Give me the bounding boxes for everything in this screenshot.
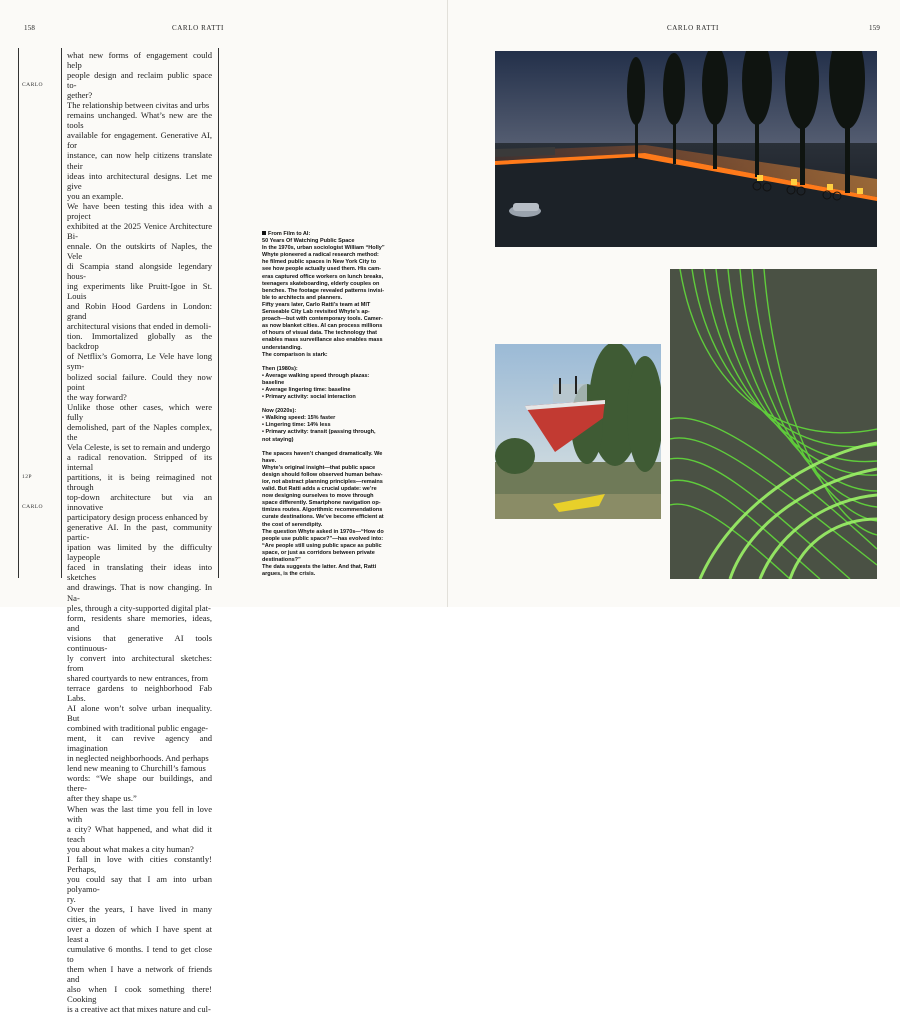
sidebar-line: The comparison is stark:: [262, 351, 328, 358]
body-line: generative AI. In the past, community partic-: [67, 522, 212, 543]
sidebar-line: Fifty years later, Carlo Ratti’s team at MIT: [262, 301, 371, 308]
body-line: in neglected neighborhoods. And perhaps: [67, 753, 209, 764]
body-line: ly convert into architectural sketches: from: [67, 652, 212, 673]
body-line: architectural visions that ended in demoli-: [67, 321, 212, 332]
sidebar-line: not staying): [262, 436, 294, 443]
body-line: ipation was limited by the difficulty laypeople: [67, 542, 212, 563]
body-line: after they shape us.”: [67, 793, 137, 804]
sidebar-subheading: 50 Years Of Watching Public Space: [262, 238, 355, 245]
sidebar-line: now designing ourselves to move through: [262, 493, 374, 500]
body-line: When was the last time you fell in love with: [67, 803, 212, 824]
body-line: tion. Immortalized globally as the backdrop: [67, 331, 212, 352]
body-line: faced in translating their ideas into sketches: [67, 562, 212, 583]
interview-body-text: [67, 50, 212, 1015]
left-page: [0, 0, 448, 1015]
sidebar-line: people use public space?”—has evolved into:: [262, 535, 384, 542]
sidebar-line: see how people actually used them. His cam-: [262, 266, 381, 273]
sidebar-line: the cost of serendipity.: [262, 521, 323, 528]
sidebar-line: have.: [262, 457, 277, 464]
right-running-head: CARLO RATTI: [667, 24, 719, 32]
sidebar-line: Then (1980s):: [262, 365, 298, 372]
sidebar-line: • Walking speed: 15% faster: [262, 415, 336, 422]
left-outer-rule: [18, 48, 19, 578]
sidebar-box: [262, 231, 412, 578]
sidebar-line: Whyte pioneered a radical research method:: [262, 252, 379, 259]
sidebar-line: baseline: [262, 379, 285, 386]
sidebar-line: he filmed public spaces in New York City to: [262, 259, 377, 266]
body-column-rule: [218, 48, 219, 578]
paragraph-gap: [262, 444, 412, 451]
body-line: gether?: [67, 90, 93, 101]
body-line: instance, can now help citizens translate their: [67, 150, 212, 171]
sidebar-line: eras captured office workers on lunch breaks,: [262, 273, 384, 280]
body-line: demolished, part of the Naples complex, the: [67, 421, 212, 442]
left-running-head: CARLO RATTI: [172, 24, 224, 32]
body-line: also when I cook something there! Cooking: [67, 984, 212, 1005]
sidebar-heading: From Film to AI:: [262, 231, 412, 238]
body-line: terrace gardens to neighborhood Fab Labs.: [67, 682, 212, 703]
body-line: Vela Celeste, is set to remain and undergo: [67, 441, 211, 452]
sidebar-line: The question Whyte asked in 1970s—“How do: [262, 528, 384, 535]
night-cycle-path-photo: [495, 51, 877, 247]
body-line: a radical renovation. Stripped of its internal: [67, 451, 212, 472]
body-line: combined with traditional public engage-: [67, 723, 208, 734]
sidebar-line: destinations?”: [262, 557, 301, 564]
body-line: you about what makes a city human?: [67, 843, 194, 854]
body-line: is a creative act that mixes nature and cul-: [67, 1004, 211, 1015]
body-line: what new forms of engagement could help: [67, 50, 212, 71]
body-line: ment, it can revive agency and imagination: [67, 733, 212, 754]
body-line: the way forward?: [67, 391, 127, 402]
sidebar-line: enables mass surveillance also enables mass: [262, 337, 383, 344]
sidebar-line: timizes routes. Algorithmic recommendations: [262, 507, 383, 514]
right-page: [448, 0, 900, 607]
body-line: lend new meaning to Churchill’s famous: [67, 763, 206, 774]
body-line: exhibited at the 2025 Venice Architecture Bi-: [67, 220, 212, 241]
body-line: of Netflix’s Gomorra, Le Vele have long sym-: [67, 351, 212, 372]
sidebar-line: Now (2020s):: [262, 408, 297, 415]
sidebar-line: The data suggests the latter. And that, Ratti: [262, 564, 377, 571]
right-folio: 159: [869, 24, 881, 32]
sidebar-line: space differently. Smartphone navigation op-: [262, 500, 381, 507]
speaker-label: CARLO: [22, 504, 43, 511]
body-line: Unlike those other cases, which were fully: [67, 401, 212, 422]
left-folio: 158: [24, 24, 36, 32]
sidebar-line: proach—but with contemporary tools. Camer-: [262, 316, 383, 323]
sidebar-line: • Primary activity: social interaction: [262, 394, 356, 401]
speaker-label: CARLO: [22, 82, 43, 89]
sidebar-line: ior, not abstract planning principles—remains: [262, 479, 383, 485]
sidebar-line: • Average lingering time: baseline: [262, 386, 351, 393]
sidebar-line: teenagers skateboarding, elderly couples on: [262, 280, 380, 287]
speaker-column-rule: [61, 48, 62, 578]
sidebar-line: ble to architects and planners.: [262, 294, 343, 301]
green-fiber-installation-photo: [670, 269, 877, 579]
body-line: remains unchanged. What’s new are the tools: [67, 110, 212, 131]
sidebar-line: • Primary activity: transit (passing through,: [262, 429, 376, 436]
body-line: you could say that I am into urban polyamo-: [67, 873, 212, 894]
body-line: and Robin Hood Gardens in London: grand: [67, 301, 212, 322]
body-line: top-down architecture but via an innovative: [67, 492, 212, 513]
body-line: them when I have a network of friends and: [67, 964, 212, 985]
body-line: participatory design process enhanced by: [67, 512, 208, 523]
body-line: ples, through a city-supported digital plat-: [67, 602, 211, 613]
paragraph-gap: [262, 359, 412, 366]
body-line: words: “We shape our buildings, and there-: [67, 773, 212, 794]
sidebar-line: In the 1970s, urban sociologist William “Holly”: [262, 245, 385, 252]
body-line: AI alone won’t solve urban inequality. But: [67, 703, 212, 724]
body-line: available for engagement. Generative AI, for: [67, 130, 212, 151]
body-line: over a dozen of which I have spent at least a: [67, 924, 212, 945]
sidebar-line: Whyte’s original insight—that public space: [262, 464, 376, 471]
body-line: ennale. On the outskirts of Naples, the Vele: [67, 240, 212, 261]
body-line: partitions, it is being reimagined not through: [67, 471, 212, 493]
sidebar-line: curate destinations. We’ve become efficient at: [262, 514, 384, 521]
sidebar-line: as now blanket cities. AI can process millions: [262, 323, 383, 330]
paragraph-gap: [262, 401, 412, 408]
sidebar-line: “Are people still using public space as public: [262, 542, 382, 549]
body-line: Over the years, I have lived in many cities, in: [67, 903, 212, 925]
body-line: you an example.: [67, 190, 124, 201]
sidebar-line: valid. But Ratti adds a crucial update: we’re: [262, 486, 377, 493]
speaker-label: 12P: [22, 474, 32, 481]
body-line: people design and reclaim public space to-: [67, 70, 212, 91]
body-line: ideas into architectural designs. Let me give: [67, 170, 212, 191]
body-line: ry.: [67, 893, 76, 904]
sidebar-line: benches. The footage revealed patterns invisi-: [262, 287, 385, 294]
body-line: We have been testing this idea with a project: [67, 200, 212, 221]
body-line: form, residents share memories, ideas, and: [67, 612, 212, 633]
sidebar-line: space, or just as corridors between private: [262, 549, 375, 556]
sidebar-body: [262, 245, 412, 578]
square-bullet-icon: [262, 231, 266, 235]
sidebar-line: of hours of visual data. The technology that: [262, 330, 377, 337]
sidebar-line: design should follow observed human behav-: [262, 471, 383, 478]
body-line: bolized social failure. Could they now point: [67, 371, 212, 392]
body-line: cumulative 6 months. I tend to get close to: [67, 944, 212, 965]
body-line: The relationship between civitas and urbs: [67, 100, 210, 111]
sidebar-line: understanding.: [262, 344, 303, 351]
body-line: I fall in love with cities constantly! Perhaps,: [67, 853, 212, 874]
body-line: a city? What happened, and what did it teach: [67, 823, 212, 844]
cantilever-platform-photo: [495, 344, 661, 519]
sidebar-line: • Average walking speed through plazas:: [262, 372, 370, 379]
body-line: ing experiments like Pruitt-Igoe in St. Louis: [67, 281, 212, 302]
body-line: and drawings. That is now changing. In Na-: [67, 582, 212, 603]
sidebar-line: The spaces haven’t changed dramatically. We: [262, 450, 383, 457]
body-line: di Scampia stand alongside legendary hous-: [67, 260, 212, 282]
sidebar-line: argues, is the crisis.: [262, 571, 316, 578]
body-line: shared courtyards to new entrances, from: [67, 672, 208, 683]
sidebar-line: • Lingering time: 14% less: [262, 422, 331, 429]
body-line: visions that generative AI tools continuous-: [67, 632, 212, 653]
sidebar-line: Senseable City Lab revisited Whyte’s ap-: [262, 309, 370, 316]
